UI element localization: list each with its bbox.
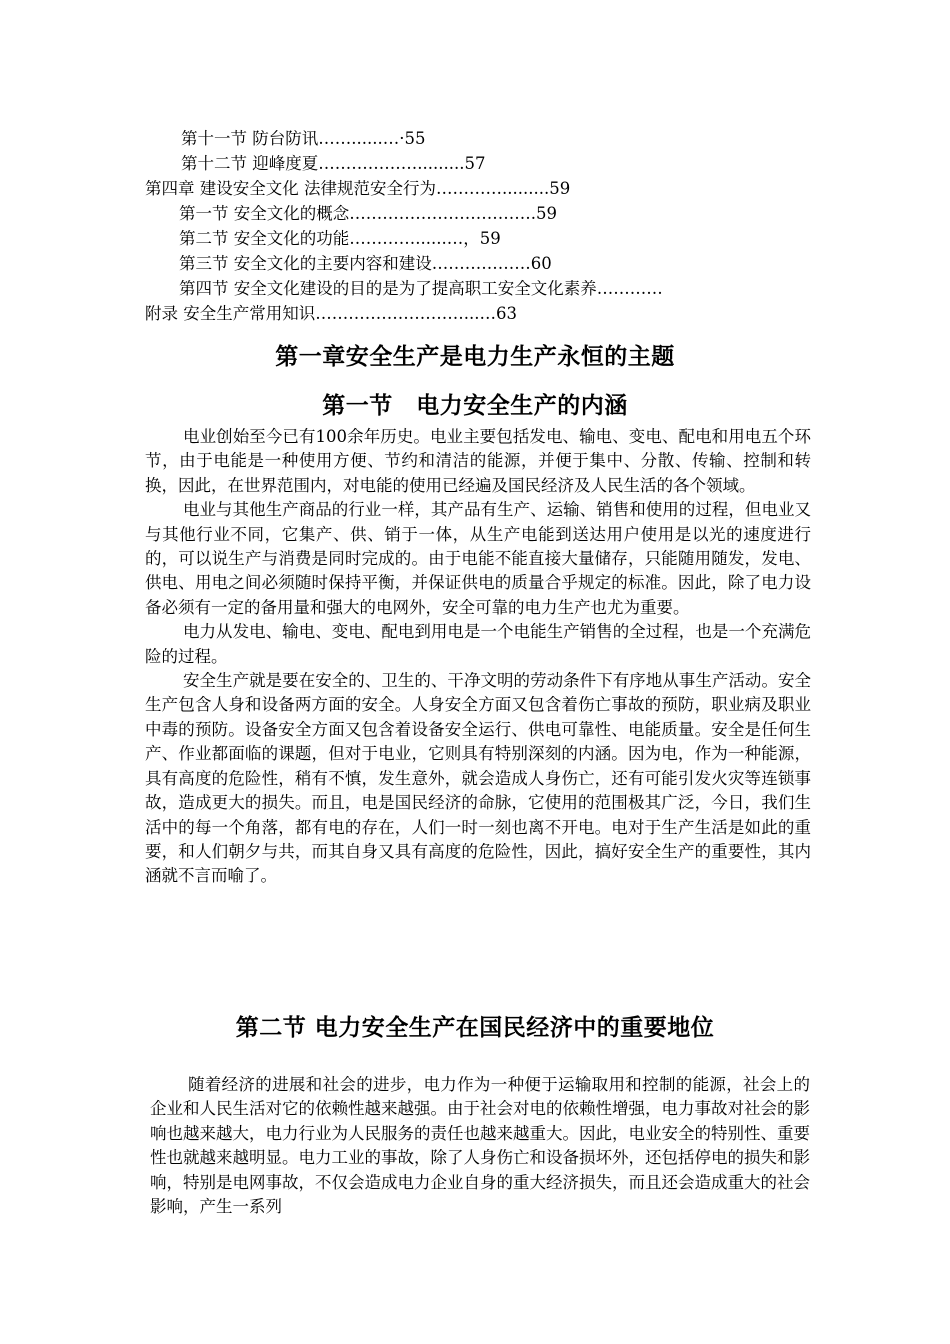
section-title: 第二节 电力安全生产在国民经济中的重要地位 — [235, 1014, 715, 1041]
toc-entry: 第十一节 防台防讯……......…·55 — [181, 129, 426, 148]
section-body — [150, 1073, 810, 1219]
paragraph: 电业创始至今已有100余年历史。电业主要包括发电、输电、变电、配电和用电五个环节，由于电能是一种使用方便、节约和清洁的能源，并便于集中、分散、传输、控制和转换，因此，在世界范围内，对电能的使用已经遍及国民经济及人民生活的各个领域。 — [145, 427, 811, 495]
section-body — [145, 425, 811, 889]
paragraph: 随着经济的进展和社会的进步，电力作为一种便于运输取用和控制的能源，社会上的企业和人民生活对它的依赖性越来越强。由于社会对电的依赖性增强，电力事故对社会的影响也越来越大，电力行业为人民服务的责任也越来越重大。因此，电业安全的特别性、重要性也就越来越明显。电力工业的事故，除了人身伤亡和设备损坏外，还包括停电的损失和影响，特别是电网事故，不仅会造成电力企业自身的重大经济损失，而且还会造成重大的社会影响，产生一系列 — [150, 1075, 810, 1217]
toc-entry: 第二节 安全文化的功能…………......…，59 — [179, 229, 501, 248]
toc-entry: 第四章 建设安全文化 法律规范安全行为………….........59 — [145, 179, 571, 198]
toc-entry: 第三节 安全文化的主要内容和建设………………60 — [179, 254, 552, 273]
toc-entry: 第十二节 迎峰度夏……………….........57 — [181, 154, 486, 173]
section-title: 第一节 电力安全生产的内涵 — [322, 392, 628, 419]
paragraph: 电业与其他生产商品的行业一样，其产品有生产、运输、销售和使用的过程，但电业又与其他行业不同，它集产、供、销于一体，从生产电能到送达用户使用是以光的速度进行的，可以说生产与消费是同时完成的。由于电能不能直接大量储存，只能随用随发，发电、供电、用电之间必须随时保持平衡，并保证供电的质量合乎规定的标准。因此，除了电力设备必须有一定的备用量和强大的电网外，安全可靠的电力生产也尤为重要。 — [145, 500, 811, 617]
table-of-contents — [145, 126, 825, 326]
toc-entry: 第四节 安全文化建设的目的是为了提高职工安全文化素养………… — [179, 279, 663, 298]
paragraph: 电力从发电、输电、变电、配电到用电是一个电能生产销售的全过程，也是一个充满危险的过程。 — [145, 622, 811, 666]
paragraph: 安全生产就是要在安全的、卫生的、干净文明的劳动条件下有序地从事生产活动。安全生产包含人身和设备两方面的安全。人身安全方面又包含着伤亡事故的预防，职业病及职业中毒的预防。设备安全方面又包含着设备安全运行、供电可靠性、电能质量。安全是任何生产、作业都面临的课题，但对于电业，它则具有特别深刻的内涵。因为电，作为一种能源，具有高度的危险性，稍有不慎，发生意外，就会造成人身伤亡，还有可能引发火灾等连锁事故，造成更大的损失。而且，电是国民经济的命脉，它使用的范围极其广泛，今日，我们生活中的每一个角落，都有电的存在，人们一时一刻也离不开电。电对于生产生活是如此的重要，和人们朝夕与共，而其自身又具有高度的危险性，因此，搞好安全生产的重要性，其内涵就不言而喻了。 — [145, 671, 811, 886]
toc-entry: 第一节 安全文化的概念…………………………….59 — [179, 204, 557, 223]
toc-entry: 附录 安全生产常用知识………………………...…63 — [145, 304, 517, 323]
chapter-title: 第一章安全生产是电力生产永恒的主题 — [275, 343, 675, 370]
